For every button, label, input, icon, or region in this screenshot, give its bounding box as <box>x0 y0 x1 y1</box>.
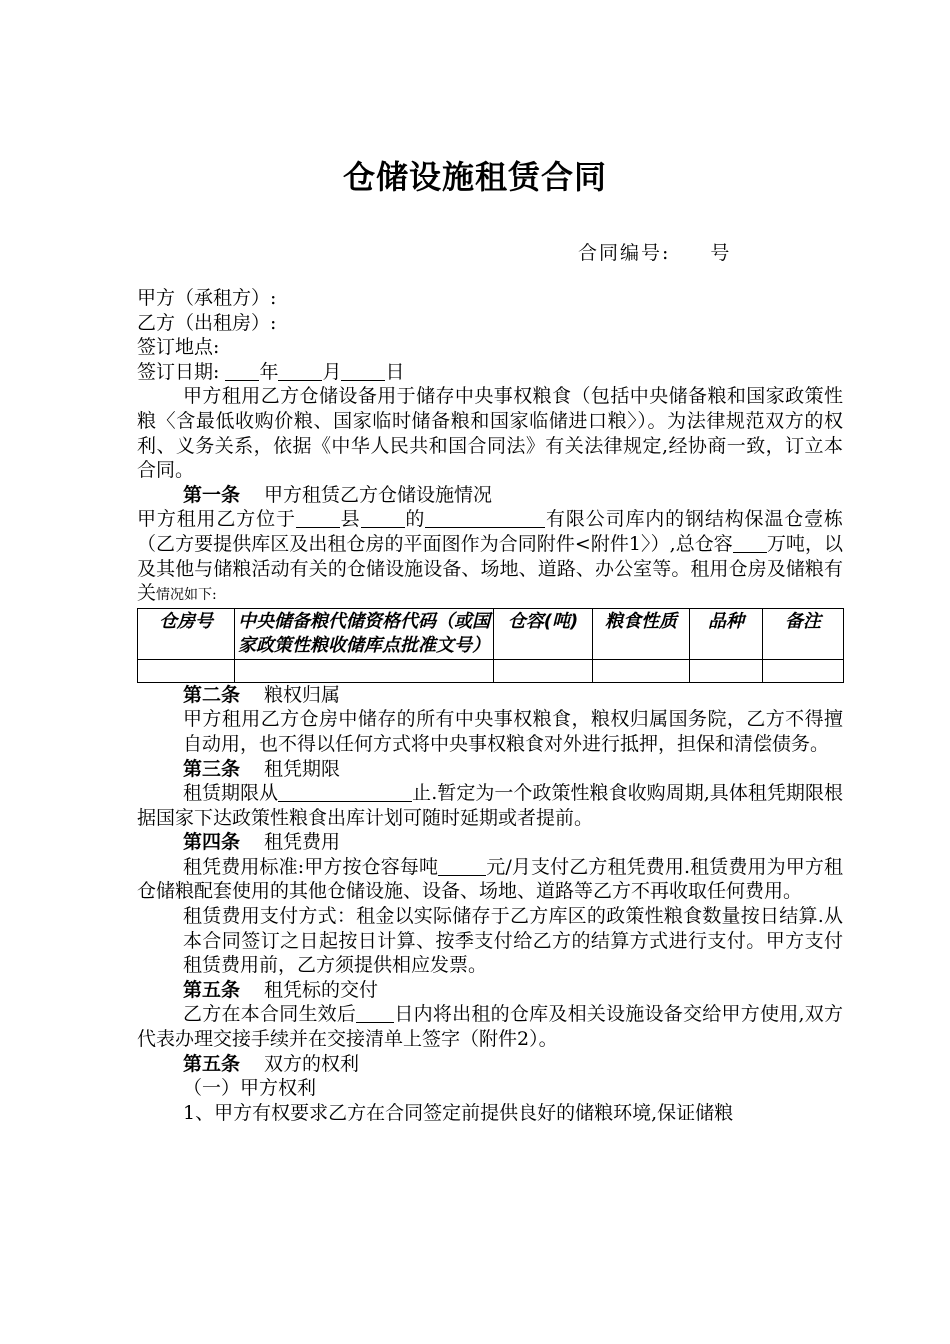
table-header: 仓容(吨) <box>494 608 593 659</box>
table-header-row <box>138 608 844 659</box>
table-header: 备注 <box>763 608 844 659</box>
contract-number-label: 合同编号: <box>578 242 671 264</box>
party-a-rights-heading: （一）甲方权利 <box>183 1077 317 1100</box>
article-4-heading: 第四条 租凭费用 <box>183 831 341 854</box>
table-header: 粮食性质 <box>593 608 690 659</box>
signing-date: 签订日期: 年 月 日 <box>137 360 405 383</box>
article-2-heading: 第二条 粮权归属 <box>183 683 341 706</box>
article-1-text: 甲方租用乙方位于 县 的 有限公司库内的钢结构保温仓壹栋（乙方要提供库区及出租仓房的平面图作为合同附件<附件1〉）,总仓容 万吨，以及其他与储粮活动有关的仓储设施设备、场地、道路、办公室等。租用仓房及储粮有关情况如下: <box>137 508 843 605</box>
table-header: 品种 <box>690 608 763 659</box>
signing-place: 签订地点: <box>137 336 220 359</box>
article-1-heading: 第一条 甲方租赁乙方仓储设施情况 <box>183 483 493 506</box>
article-5-text: 乙方在本合同生效后 日内将出租的仓库及相关设施设备交给甲方使用,双方代表办理交接手续并在交接清单上签字（附件2）。 <box>137 1003 843 1051</box>
table-header: 仓房号 <box>138 608 235 659</box>
table-header: 中央储备粮代储资格代码（或国家政策性粮收储库点批准文号） <box>235 608 494 659</box>
document-title: 仓储设施租赁合同 <box>342 158 607 196</box>
article-3-text: 租赁期限从 止.暂定为一个政策性粮食收购周期,具体租凭期限根据国家下达政策性粮食出库计划可随时延期或者提前。 <box>137 782 843 829</box>
table-cell <box>494 659 593 682</box>
contract-number <box>578 238 731 265</box>
party-a: 甲方（承租方）: <box>137 287 277 309</box>
document-body <box>137 286 843 1125</box>
year-blank <box>225 361 259 381</box>
article-5-heading: 第五条 租凭标的交付 <box>183 978 379 1001</box>
table-row <box>138 659 844 682</box>
article-2-text: 甲方租用乙方仓房中储存的所有中央事权粮食，粮权归属国务院，乙方不得擅自动用，也不得以任何方式将中央事权粮食对外进行抵押，担保和清偿债务。 <box>183 708 843 755</box>
article-3-heading: 第三条 租凭期限 <box>183 757 341 780</box>
month-blank <box>278 361 322 381</box>
party-a-right-1: 1、甲方有权要求乙方在合同签定前提供良好的储粮环境,保证储粮 <box>183 1101 734 1124</box>
table-cell <box>593 659 690 682</box>
contract-number-suffix: 号 <box>710 242 732 264</box>
article-5b-heading: 第五条 双方的权利 <box>183 1052 360 1075</box>
article-4-payment-method: 租赁费用支付方式：租金以实际储存于乙方库区的政策性粮食数量按日结算.从本合同签订之日起按日计算、按季支付给乙方的结算方式进行支付。甲方支付租赁费用前，乙方须提供相应发票。 <box>183 905 843 977</box>
warehouse-table <box>137 608 844 683</box>
article-4-fee-standard: 租凭费用标准:甲方按仓容每吨 元/月支付乙方租凭费用.租赁费用为甲方租仓储粮配套使用的其他仓储设施、设备、场地、道路等乙方不再收取任何费用。 <box>137 855 843 903</box>
table-cell <box>235 659 494 682</box>
table-cell <box>763 659 844 682</box>
party-b: 乙方（出租房）: <box>137 311 277 334</box>
intro-paragraph: 甲方租用乙方仓储设备用于储存中央事权粮食（包括中央储备粮和国家政策性粮〈含最低收购价粮、国家临时储备粮和国家临储进口粮〉）。为法律规范双方的权利、义务关系，依据《中华人民共和国合同法》有关法律规定,经协商一致，订立本合同。 <box>137 385 843 482</box>
day-blank <box>341 361 385 381</box>
table-cell <box>690 659 763 682</box>
table-cell <box>138 659 235 682</box>
